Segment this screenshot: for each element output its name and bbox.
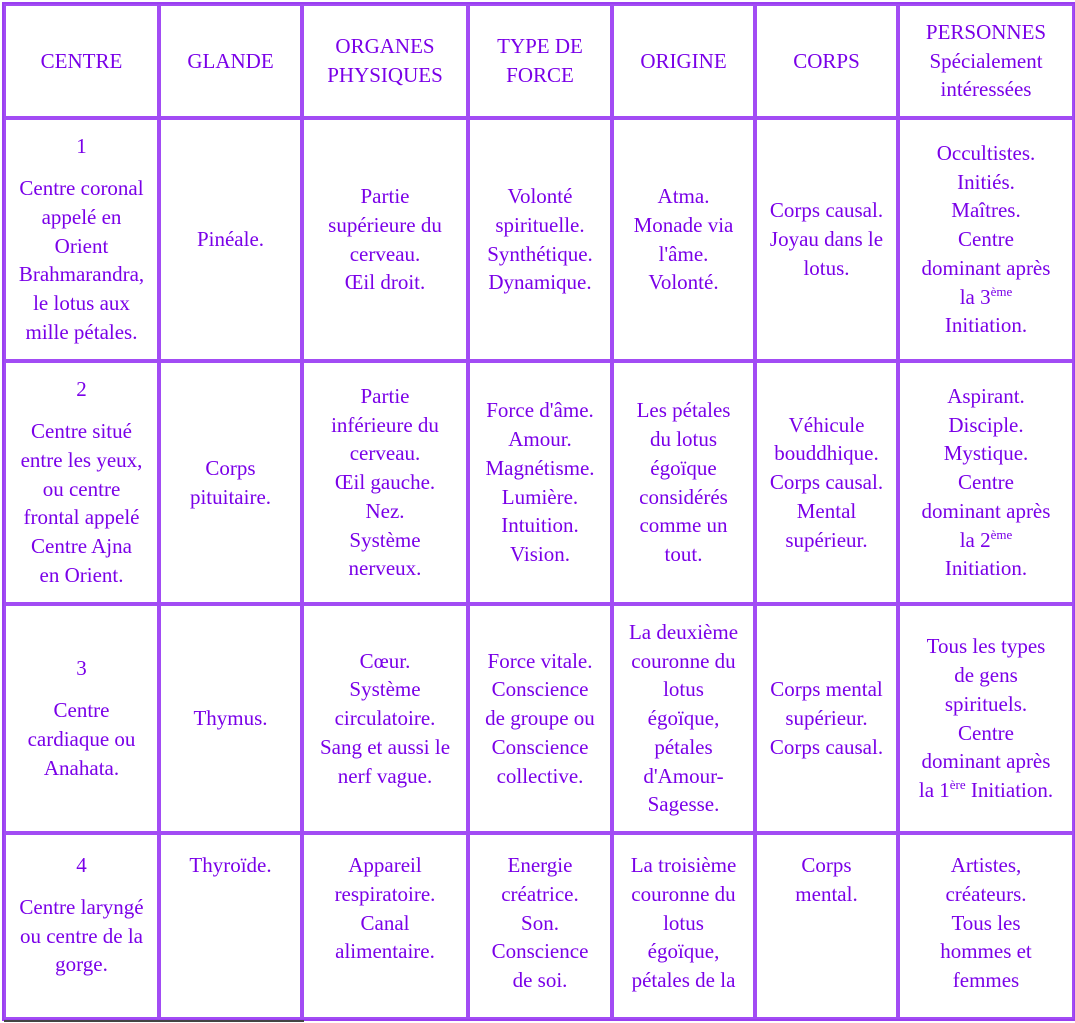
cell-line: Canal bbox=[360, 910, 410, 935]
cell-line: Corps causal. bbox=[769, 470, 884, 495]
initiation-pre: la 1 bbox=[918, 778, 950, 803]
cell-line: pituitaire. bbox=[189, 484, 272, 509]
cell-line: mille pétales. bbox=[25, 319, 138, 344]
cell-line: Conscience bbox=[491, 677, 589, 702]
cell-line: GLANDE bbox=[187, 48, 274, 73]
cell-line: Thymus. bbox=[193, 706, 268, 731]
initiation-ordinal: ème bbox=[990, 283, 1013, 299]
cell-line: Vision. bbox=[510, 542, 570, 567]
cell-line: couronne du bbox=[631, 881, 736, 906]
cell-line: créatrice. bbox=[501, 881, 579, 906]
cell-line: Sagesse. bbox=[647, 792, 720, 817]
cell-line: Maîtres. bbox=[951, 198, 1021, 223]
cell-line: hommes et bbox=[940, 939, 1032, 964]
cell-line: comme un bbox=[639, 513, 728, 538]
cell-line: alimentaire. bbox=[335, 939, 435, 964]
cell-line: Volonté bbox=[507, 183, 573, 208]
cell-line: pétales de la bbox=[631, 968, 736, 993]
table-body bbox=[4, 4, 1074, 1019]
cell-line: Anahata. bbox=[43, 755, 120, 780]
cell-line: lotus bbox=[663, 677, 704, 702]
header-origine bbox=[612, 4, 755, 118]
cell-line: l'âme. bbox=[658, 241, 709, 266]
cell-line: Centre laryngé bbox=[19, 894, 144, 919]
cell-line: ou centre bbox=[42, 476, 121, 501]
cell-line: CENTRE bbox=[40, 48, 123, 73]
cell-line: Corps bbox=[205, 455, 256, 480]
cell-line: Lumière. bbox=[501, 484, 579, 509]
cell-centre bbox=[4, 833, 159, 1019]
cell-line: Monade via bbox=[633, 212, 734, 237]
cell-line: Son. bbox=[521, 910, 559, 935]
cell-glande bbox=[159, 604, 302, 833]
cell-line: intéressées bbox=[940, 77, 1032, 102]
cell-line: Pinéale. bbox=[196, 227, 265, 252]
cell-line: ou centre de la bbox=[19, 923, 144, 948]
cell-line: Corps causal. bbox=[769, 198, 884, 223]
cell-line: gorge. bbox=[55, 952, 108, 977]
cell-centre bbox=[4, 604, 159, 833]
cell-line: PHYSIQUES bbox=[327, 63, 443, 87]
header-centre bbox=[4, 4, 159, 118]
cell-line: Thyroïde. bbox=[189, 853, 272, 877]
cell-line: appelé en bbox=[41, 204, 122, 229]
cell-corps bbox=[755, 604, 898, 833]
cell-line: Tous les types bbox=[926, 634, 1046, 659]
cell-line: CORPS bbox=[793, 48, 860, 73]
cell-line: égoïque bbox=[650, 455, 717, 480]
cell-line: Cœur. bbox=[359, 648, 411, 673]
cell-force bbox=[468, 361, 612, 604]
cell-force bbox=[468, 118, 612, 361]
cell-line: Nez. bbox=[365, 498, 405, 523]
cell-line: Corps bbox=[801, 853, 852, 877]
cell-line: entre les yeux, bbox=[20, 447, 143, 472]
cell-line: couronne du bbox=[631, 648, 736, 673]
cell-line: Initiation. bbox=[944, 313, 1028, 338]
table-row bbox=[4, 118, 1074, 361]
cell-line: Système bbox=[349, 677, 421, 702]
cell-line: La troisième bbox=[630, 853, 737, 877]
cell-line: Centre situé bbox=[31, 419, 132, 443]
cell-organes bbox=[302, 118, 468, 361]
centre-number: 4 bbox=[76, 853, 87, 877]
initiation-line bbox=[903, 526, 1069, 555]
cell-line: Centre coronal bbox=[19, 176, 144, 200]
cell-glande bbox=[159, 118, 302, 361]
cell-line: de soi. bbox=[512, 968, 568, 993]
cell-personnes bbox=[898, 833, 1074, 1019]
cell-line: TYPE DE bbox=[497, 34, 583, 59]
cell-centre bbox=[4, 118, 159, 361]
cell-line: femmes bbox=[952, 968, 1020, 993]
cell-line: dominant après bbox=[921, 498, 1051, 523]
cell-line: Centre bbox=[958, 470, 1014, 495]
cell-glande bbox=[159, 833, 302, 1019]
cell-line: bouddhique. bbox=[774, 441, 879, 466]
table-row bbox=[4, 833, 1074, 1019]
cell-line: Volonté. bbox=[648, 270, 719, 295]
cell-line: tout. bbox=[664, 542, 703, 567]
cell-line: dominant après bbox=[921, 749, 1051, 774]
cell-line: Spécialement bbox=[929, 48, 1043, 73]
cell-line: Tous les bbox=[951, 910, 1021, 935]
cell-line: cerveau. bbox=[349, 441, 421, 466]
header-row bbox=[4, 4, 1074, 118]
header-force bbox=[468, 4, 612, 118]
cell-line: spirituelle. bbox=[495, 212, 585, 237]
cell-line: frontal appelé bbox=[23, 505, 140, 530]
cell-line: Centre bbox=[958, 720, 1014, 745]
cell-line: créateurs. bbox=[945, 881, 1027, 906]
cell-line: Centre Ajna bbox=[31, 534, 132, 559]
cell-organes bbox=[302, 604, 468, 833]
cell-organes bbox=[302, 833, 468, 1019]
cell-line: pétales bbox=[654, 734, 713, 759]
table-row bbox=[4, 361, 1074, 604]
cell-centre bbox=[4, 361, 159, 604]
table-row bbox=[4, 604, 1074, 833]
cell-line: supérieur. bbox=[785, 706, 868, 731]
cell-line: en Orient. bbox=[39, 562, 124, 587]
cell-line: La deuxième bbox=[628, 619, 739, 644]
cell-line: le lotus aux bbox=[33, 291, 130, 316]
cell-line: collective. bbox=[496, 763, 584, 788]
cell-line: Conscience bbox=[491, 939, 589, 964]
cell-personnes bbox=[898, 361, 1074, 604]
cell-line: ORIGINE bbox=[640, 48, 727, 73]
header-personnes bbox=[898, 4, 1074, 118]
cell-line: égoïque, bbox=[647, 939, 720, 964]
cell-line: Mental bbox=[796, 498, 857, 523]
cell-line: Corps causal. bbox=[769, 734, 884, 759]
cell-line: dominant après bbox=[921, 255, 1051, 280]
cell-line: cardiaque ou bbox=[27, 727, 136, 751]
cell-line: PERSONNES bbox=[925, 19, 1047, 44]
cell-line: mental. bbox=[795, 881, 858, 906]
cell-line: Dynamique. bbox=[488, 270, 592, 295]
cell-line: de gens bbox=[954, 662, 1018, 687]
initiation-pre: la 2 bbox=[959, 527, 991, 552]
initiation-line bbox=[903, 776, 1069, 805]
cell-line: Centre bbox=[53, 698, 110, 723]
cell-line: Energie bbox=[507, 853, 573, 877]
cell-line: circulatoire. bbox=[334, 706, 436, 731]
cell-line: Initiés. bbox=[957, 169, 1015, 194]
cell-line: Aspirant. bbox=[947, 383, 1025, 408]
cell-line: considérés bbox=[639, 484, 728, 509]
cell-line: Partie bbox=[360, 383, 410, 408]
cell-line: Œil droit. bbox=[344, 270, 426, 295]
cell-line: supérieur. bbox=[785, 527, 868, 552]
initiation-ordinal: ère bbox=[949, 777, 966, 793]
cell-line: égoïque, bbox=[647, 706, 720, 731]
cell-line: Force vitale. bbox=[487, 648, 593, 673]
cell-line: Système bbox=[349, 527, 421, 552]
cell-line: Centre bbox=[958, 227, 1014, 252]
cell-line: Sang et aussi le bbox=[319, 734, 451, 759]
cell-line: Partie bbox=[360, 183, 410, 208]
cell-line: Les pétales bbox=[636, 398, 731, 423]
footnote-rule bbox=[4, 1020, 304, 1022]
cell-force bbox=[468, 604, 612, 833]
cell-line: Intuition. bbox=[501, 513, 579, 538]
header-organes bbox=[302, 4, 468, 118]
cell-line: de groupe ou bbox=[485, 706, 595, 731]
cell-line: Brahmarandra, bbox=[18, 262, 145, 287]
cell-line: Corps mental bbox=[770, 677, 883, 702]
cell-origine bbox=[612, 361, 755, 604]
initiation-post: Initiation. bbox=[965, 778, 1054, 803]
centres-table bbox=[2, 2, 1075, 1021]
cell-line: Conscience bbox=[491, 734, 589, 759]
cell-origine bbox=[612, 118, 755, 361]
cell-line: Amour. bbox=[508, 426, 572, 451]
initiation-ordinal: ème bbox=[990, 526, 1013, 542]
centre-number: 3 bbox=[76, 656, 87, 681]
cell-line: Appareil bbox=[348, 853, 422, 877]
cell-line: Occultistes. bbox=[936, 140, 1036, 165]
cell-line: Force d'âme. bbox=[486, 398, 594, 423]
cell-line: lotus. bbox=[803, 255, 850, 280]
cell-line: Véhicule bbox=[788, 412, 865, 437]
centre-number: 2 bbox=[76, 377, 87, 402]
cell-line: supérieure du bbox=[328, 212, 442, 237]
cell-line: Synthétique. bbox=[487, 241, 593, 266]
cell-line: nerveux. bbox=[348, 556, 422, 581]
cell-personnes bbox=[898, 118, 1074, 361]
cell-corps bbox=[755, 361, 898, 604]
cell-line: Orient bbox=[54, 233, 109, 258]
cell-line: Joyau dans le bbox=[769, 227, 884, 252]
cell-line: Atma. bbox=[657, 183, 710, 208]
cell-force bbox=[468, 833, 612, 1019]
cell-line: Magnétisme. bbox=[485, 455, 595, 480]
cell-organes bbox=[302, 361, 468, 604]
initiation-pre: la 3 bbox=[959, 284, 991, 309]
cell-line: inférieure du bbox=[331, 412, 439, 437]
cell-glande bbox=[159, 361, 302, 604]
cell-line: cerveau. bbox=[349, 241, 421, 266]
cell-line: Mystique. bbox=[943, 441, 1029, 466]
cell-line: lotus bbox=[663, 910, 704, 935]
cell-line: FORCE bbox=[506, 63, 574, 87]
cell-corps bbox=[755, 118, 898, 361]
cell-line: respiratoire. bbox=[334, 881, 436, 906]
cell-line: Œil gauche. bbox=[334, 470, 436, 495]
header-glande bbox=[159, 4, 302, 118]
cell-line: nerf vague. bbox=[337, 763, 433, 788]
cell-origine bbox=[612, 604, 755, 833]
cell-line: Artistes, bbox=[950, 853, 1022, 877]
centre-number: 1 bbox=[76, 134, 87, 159]
cell-line: du lotus bbox=[649, 426, 718, 451]
cell-line: d'Amour- bbox=[643, 763, 724, 788]
cell-line: Initiation. bbox=[944, 556, 1028, 581]
cell-line: spirituels. bbox=[944, 691, 1028, 716]
cell-line: ORGANES bbox=[335, 34, 435, 59]
initiation-line bbox=[903, 283, 1069, 312]
cell-line: Disciple. bbox=[948, 412, 1024, 437]
header-corps bbox=[755, 4, 898, 118]
cell-origine bbox=[612, 833, 755, 1019]
cell-corps bbox=[755, 833, 898, 1019]
cell-personnes bbox=[898, 604, 1074, 833]
